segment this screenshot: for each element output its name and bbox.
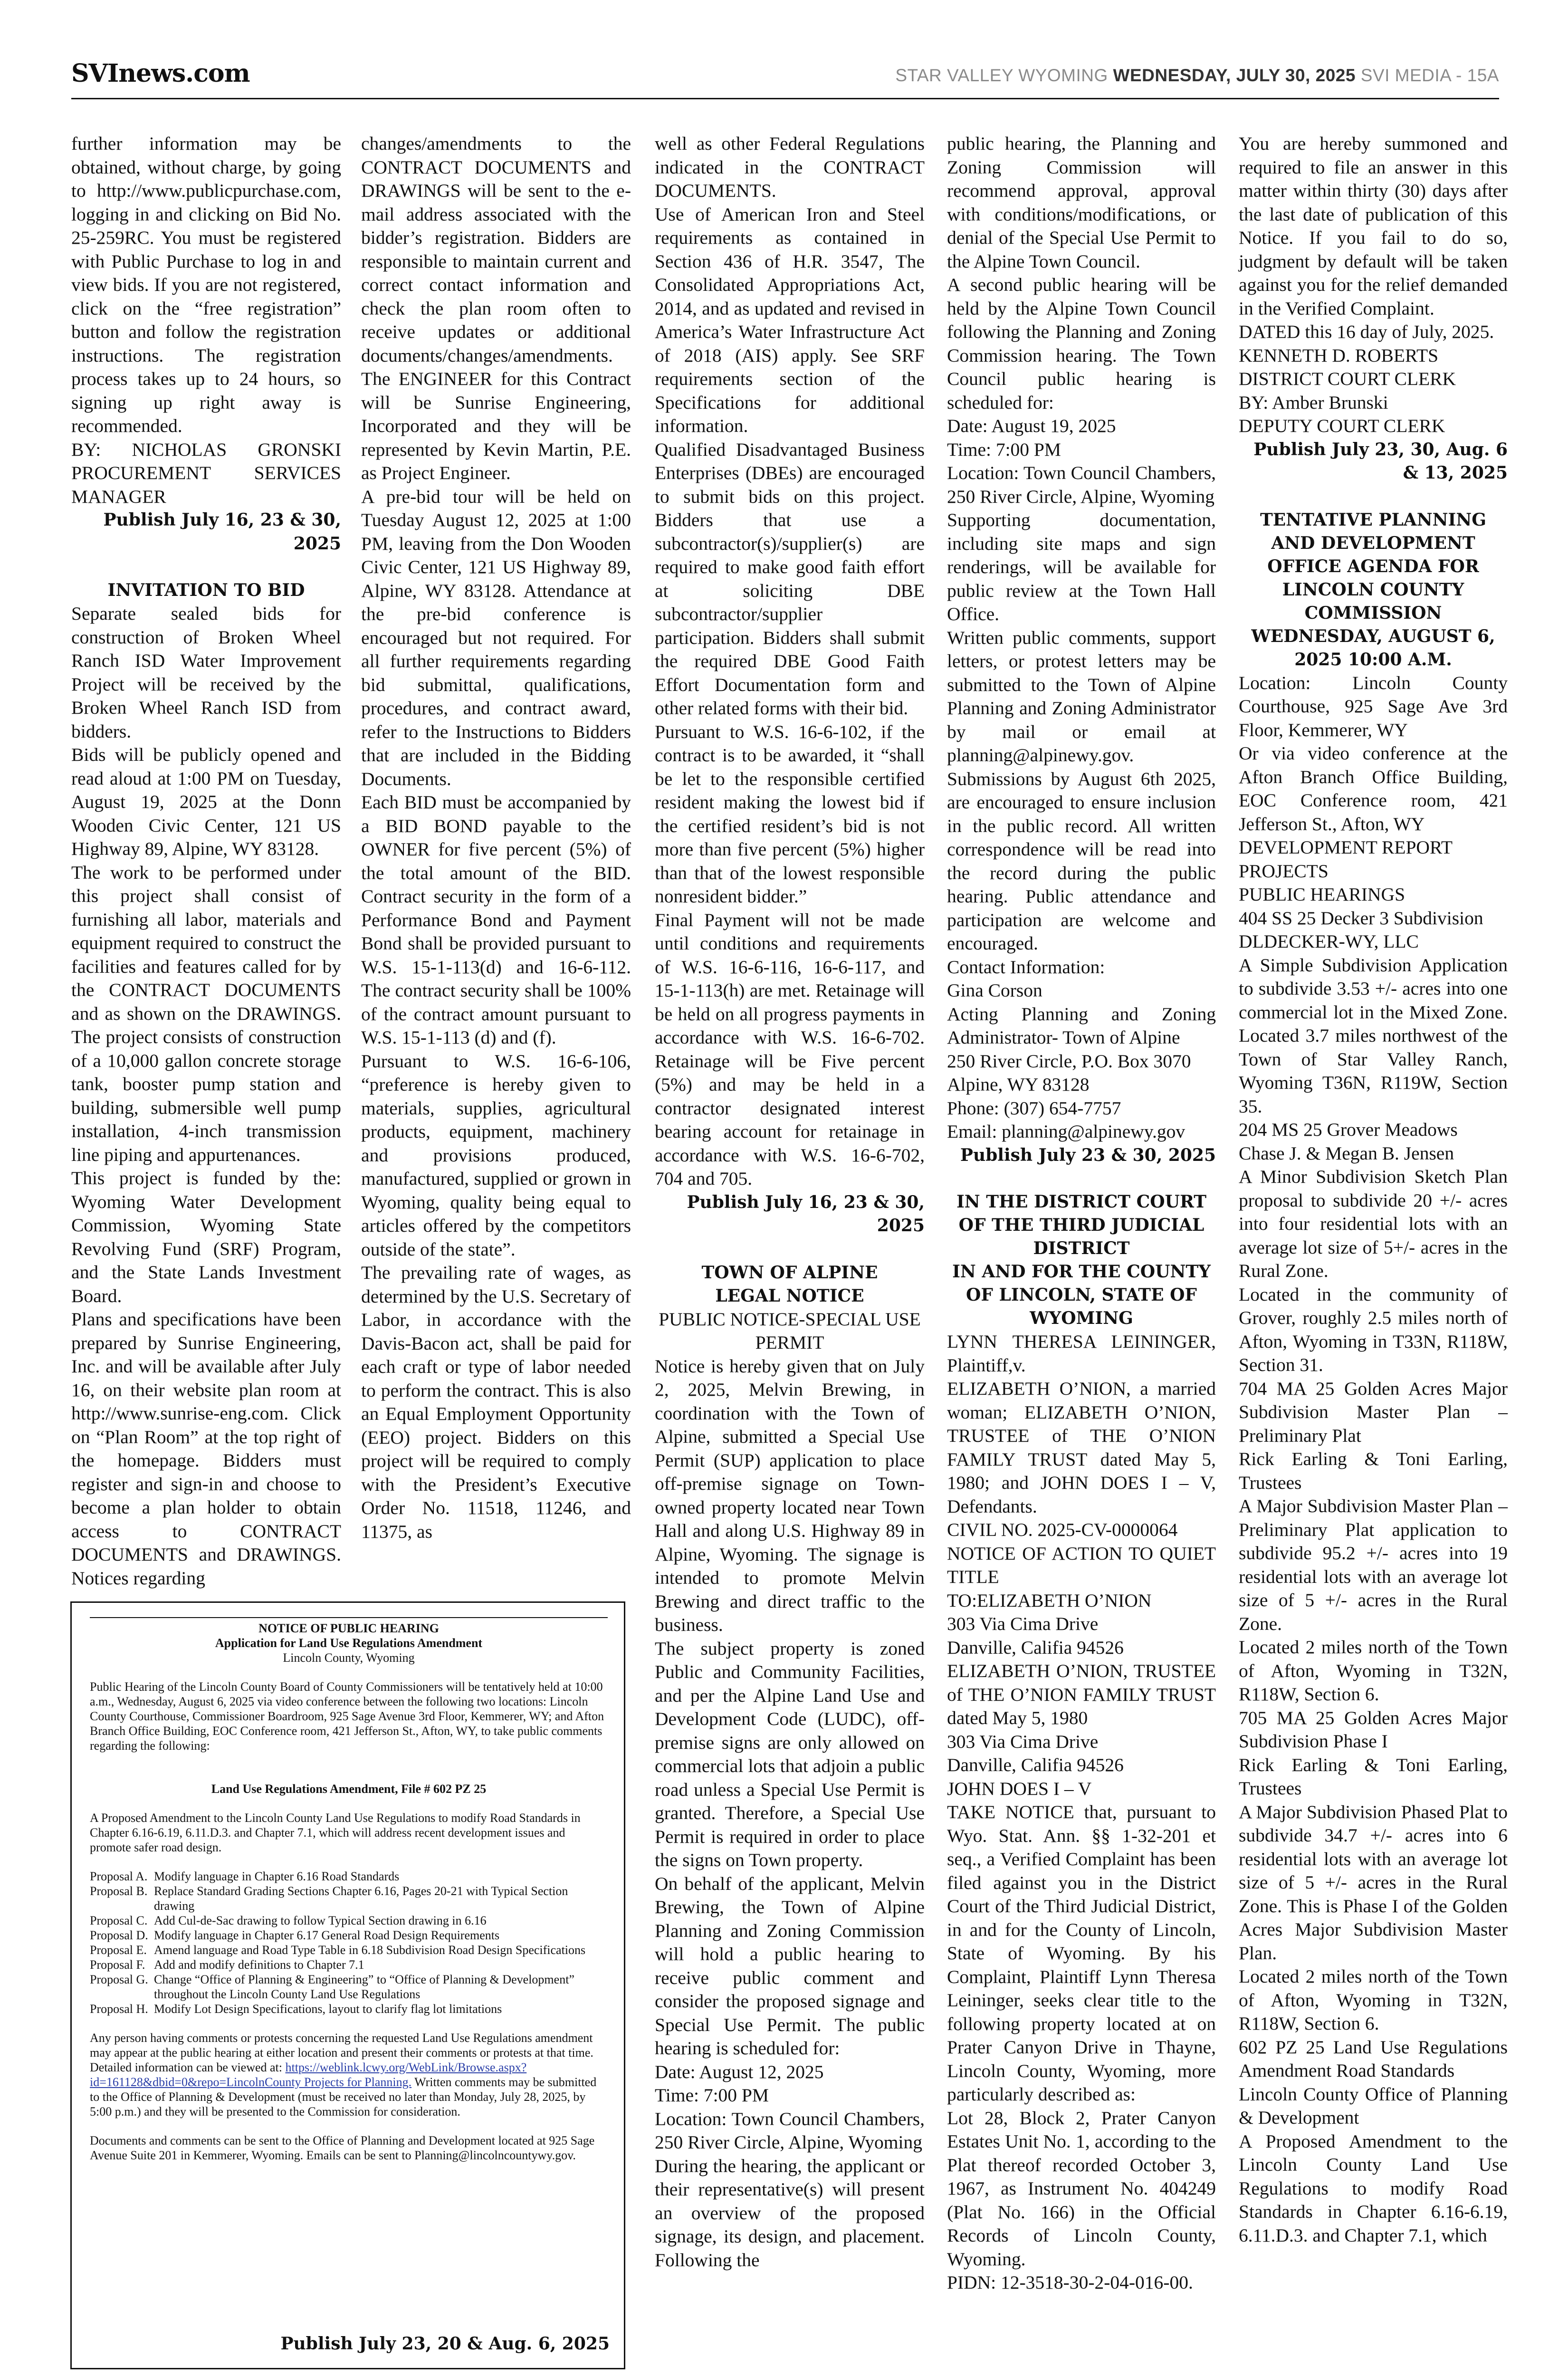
paragraph: Lot 28, Block 2, Prater Canyon Estates Unit No. 1, according to the Plat thereof recorded October 3, 1967, as Instrument No. 404249 (Plat No. 166) in the Official Records of Lincoln County, Wyoming. — [947, 2107, 1216, 2270]
paragraph: The subject property is zoned Public and Community Facilities, and per the Alpine Land Use and Development Code (LUDC), off-premise signs are only allowed on commercial lots that adjoin a public road unless a Special Use Permit is granted. Therefore, a Special Use Permit is required in order to place the signs on Town property. — [655, 1638, 925, 1870]
paragraph: 303 Via Cima Drive — [947, 1731, 1099, 1752]
issue-date: WEDNESDAY, JULY 30, 2025 — [1113, 66, 1356, 85]
paragraph: TAKE NOTICE that, pursuant to Wyo. Stat. Ann. §§ 1-32-201 et seq., a Verified Complaint has been filed against you in the District Court of the Third Judicial District, in and for the County of Lincoln, State of Wyoming. By his Complaint, Plaintiff Lynn Theresa Leininger, seeks clear title to the following property located at on Prater Canyon Drive in Thayne, Lincoln County, Wyoming, more particularly described as: — [947, 1801, 1216, 2105]
box-proposal-intro: A Proposed Amendment to the Lincoln County Land Use Regulations to modify Road Standards in Chapter 6.16-6.19, 6.11.D.3. and Chapter 7.1, which will address recent development issues and promote safer road design. — [90, 1811, 581, 1854]
paragraph: Alpine, WY 83128 — [947, 1074, 1090, 1095]
paragraph: Rick Earling & Toni Earling, Trustees — [1239, 1754, 1508, 1799]
paragraph: Date: August 19, 2025 — [947, 415, 1116, 436]
paragraph: A Minor Subdivision Sketch Plan proposal to subdivide 20 +/- acres into four residential lots with an average lot size of 5+/- acres in the Rural Zone. — [1239, 1166, 1508, 1281]
proposal-label: Proposal B. — [90, 1884, 148, 1898]
masthead — [71, 52, 1499, 94]
paper-name: STAR VALLEY WYOMING — [895, 66, 1113, 85]
proposal-list — [90, 1869, 608, 2016]
box-intro: Public Hearing of the Lincoln County Board of County Commissioners will be tentatively held at 10:00 a.m., Wednesday, August 6, 2025 via video conference between the following two locations: Lincoln County Courthouse, Commissioner Boardroom, 925 Sage Avenue 3rd Floor, Kemmerer, WY; and Afton Branch Office Building, EOC Conference room, 421 Jefferson St., Afton, WY, to take public comments regarding the following: — [90, 1680, 604, 1753]
notice-heading: LEGAL NOTICE — [715, 1285, 864, 1306]
box-comments: Any person having comments or protests concerning the requested Land Use Regulations amendment may appear at the public hearing at either location and present their comments or protests at that time. Detailed information can be viewed at: https://weblink.lcwy.org/WebLink/Browse.aspx?id=161128&dbid=0&repo=LincolnCounty Projects for Planning. Written comments may be submitted to the Office of Planning & Development (must be received no later than Monday, July 28, 2025, by 5:00 p.m.) and they will be presented to the Commission for consideration. — [90, 2031, 597, 2118]
paragraph: further information may be obtained, without charge, by going to http://www.publicpurchase.com, logging in and clicking on Bid No. 25-259RC. You must be registered with Public Purchase to log in and view bids. If you are not registered, click on the “free registration” button and follow the registration instructions. The registration process takes up to 24 hours, so signing up right away is recommended. — [71, 133, 341, 436]
paragraph: PIDN: 12-3518-30-2-04-016-00. — [947, 2272, 1193, 2293]
paragraph: Pursuant to W.S. 16-6-102, if the contract is to be awarded, it “shall be let to the responsible certified resident making the lowest bid if the certified resident’s bid is not more than five percent (5%) higher than that of the lowest responsible nonresident bidder.” — [655, 721, 925, 907]
paragraph: Plans and specifications have been prepared by Sunrise Engineering, Inc. and will be available after July 16, on their website plan room at http://www.sunrise-eng.com. Click on “Plan Room” at the top right of the homepage. Bidders must register and sign-in and choose to become a plan holder to obtain access to CONTRACT DOCUMENTS and DRAWINGS. Notices regarding — [71, 1309, 341, 1589]
paragraph: Located in the community of Grover, roughly 2.5 miles north of Afton, Wyoming in T33N, R118W, Section 31. — [1239, 1284, 1508, 1375]
box-file-heading: Land Use Regulations Amendment, File # 602 PZ 25 — [211, 1782, 487, 1796]
proposal-item — [90, 1884, 608, 1913]
notice-heading: IN THE DISTRICT COURT OF THE THIRD JUDICIAL DISTRICT — [956, 1192, 1207, 1258]
paragraph: Rick Earling & Toni Earling, Trustees — [1239, 1448, 1508, 1493]
box-subtitle: Application for Land Use Regulations Amendment — [215, 1636, 483, 1650]
box-documents: Documents and comments can be sent to the Office of Planning and Development located at 925 Sage Avenue Suite 201 in Kemmerer, Wyoming. Emails can be sent to Planning@lincolncountywy.gov. — [90, 2134, 595, 2162]
paragraph: DATED this 16 day of July, 2025. — [1239, 321, 1494, 342]
paragraph: A Major Subdivision Master Plan – Preliminary Plat application to subdivide 95.2 +/- acres into 19 residential lots with an average lot size of 5 +/- acres in the Rural Zone. — [1239, 1495, 1508, 1634]
paragraph: Location: Lincoln County Courthouse, 925 Sage Ave 3rd Floor, Kemmerer, WY — [1239, 672, 1508, 740]
paragraph: ELIZABETH O’NION, TRUSTEE of THE O’NION FAMILY TRUST dated May 5, 1980 — [947, 1660, 1216, 1728]
proposal-text: Modify language in Chapter 6.16 Road Standards — [154, 1869, 400, 1883]
notice-heading: IN AND FOR THE COUNTY OF LINCOLN, STATE OF WYOMING — [952, 1262, 1211, 1328]
paragraph: CIVIL NO. 2025-CV-0000064 — [947, 1519, 1178, 1540]
paragraph: Separate sealed bids for construction of Broken Wheel Ranch ISD Water Improvement Project will be received by the Broken Wheel Ranch ISD from bidders. — [71, 603, 341, 742]
paragraph: public hearing, the Planning and Zoning Commission will recommend approval, approval with conditions/modifications, or denial of the Special Use Permit to the Alpine Town Council. — [947, 133, 1216, 272]
planning-projects-link[interactable]: https://weblink.lcwy.org/WebLink/Browse.aspx?id=161128&dbid=0&repo=LincolnCounty Projects for Planning. — [90, 2060, 527, 2089]
proposal-text: Change “Office of Planning & Engineering” to “Office of Planning & Development” throughout the Lincoln County Land Use Regulations — [154, 1973, 574, 2001]
paragraph: Qualified Disadvantaged Business Enterprises (DBEs) are encouraged to submit bids on this project. Bidders that use a subcontractor(s)/supplier(s) are required to make good faith effort at soliciting DBE subcontractor/supplier participation. Bidders shall submit the required DBE Good Faith Effort Documentation form and other related forms with their bid. — [655, 439, 925, 719]
paragraph: Danville, Califia 94526 — [947, 1637, 1124, 1658]
paragraph: DISTRICT COURT CLERK — [1239, 368, 1456, 389]
box-county: Lincoln County, Wyoming — [283, 1651, 415, 1665]
paragraph: You are hereby summoned and required to file an answer in this matter within thirty (30) days after the last date of publication of this Notice. If you fail to do so, judgment by default will be taken against you for the relief demanded in the Verified Complaint. — [1239, 133, 1508, 319]
paragraph: Lincoln County Office of Planning & Development — [1239, 2083, 1508, 2128]
proposal-label: Proposal A. — [90, 1869, 148, 1883]
column-1 — [71, 132, 341, 1590]
box-top-rule — [90, 1617, 608, 1618]
proposal-item — [90, 1913, 608, 1928]
paragraph: BY: NICHOLAS GRONSKI PROCUREMENT SERVICES MANAGER — [71, 439, 341, 507]
paragraph: Final Payment will not be made until conditions and requirements of W.S. 16-6-116, 16-6-117, and 15-1-113(h) are met. Retainage will be held on all progress payments in accordance with W.S. 16-6-702. Retainage will be Five percent (5%) and may be held in a contractor designated interest bearing account for retainage in accordance with W.S. 16-6-702, 704 and 705. — [655, 909, 925, 1189]
paragraph: Danville, Califia 94526 — [947, 1754, 1124, 1775]
paragraph: well as other Federal Regulations indicated in the CONTRACT DOCUMENTS. — [655, 133, 925, 201]
paragraph: 404 SS 25 Decker 3 Subdivision — [1239, 907, 1483, 929]
paragraph: Date: August 12, 2025 — [655, 2061, 824, 2082]
proposal-text: Modify language in Chapter 6.17 General Road Design Requirements — [154, 1928, 500, 1942]
paragraph: This project is funded by the: Wyoming Water Development Commission, Wyoming State Revolving Fund (SRF) Program, and the State Lands Investment Board. — [71, 1168, 341, 1306]
proposal-text: Modify Lot Design Specifications, layout to clarify flag lot limitations — [154, 2002, 502, 2016]
paragraph: PROJECTS — [1239, 860, 1329, 881]
paragraph: TO:ELIZABETH O’NION — [947, 1590, 1152, 1611]
paragraph: DEPUTY COURT CLERK — [1239, 415, 1445, 436]
paragraph: Notice is hereby given that on July 2, 2025, Melvin Brewing, in coordination with the Town of Alpine, submitted a Special Use Permit (SUP) application to place off-premise signage on Town-owned property located near Town Hall and along U.S. Highway 89 in Alpine, Wyoming. The signage is intended to promote Melvin Brewing and direct traffic to the business. — [655, 1355, 925, 1635]
publish-line: Publish July 16, 23 & 30, 2025 — [103, 510, 341, 554]
paragraph: Located 2 miles north of the Town of Afton, Wyoming in T32N, R118W, Section 6. — [1239, 1637, 1508, 1705]
paragraph: 705 MA 25 Golden Acres Major Subdivision Phase I — [1239, 1707, 1508, 1752]
paragraph: 250 River Circle, P.O. Box 3070 — [947, 1050, 1191, 1072]
publish-line: Publish July 23, 30, Aug. 6 & 13, 2025 — [1253, 439, 1508, 483]
paragraph: During the hearing, the applicant or their representative(s) will present an overview of the proposed signage, its design, and placement. Following the — [655, 2155, 925, 2271]
notice-heading: TOWN OF ALPINE — [701, 1262, 878, 1283]
paragraph: 204 MS 25 Grover Meadows — [1239, 1119, 1458, 1140]
paragraph: Phone: (307) 654-7757 — [947, 1097, 1121, 1119]
paragraph: NOTICE OF ACTION TO QUIET TITLE — [947, 1542, 1216, 1587]
paragraph: Chase J. & Megan B. Jensen — [1239, 1142, 1454, 1164]
issue-info — [895, 66, 1499, 86]
box-title: NOTICE OF PUBLIC HEARING — [258, 1621, 439, 1635]
notice-heading: TENTATIVE PLANNING AND DEVELOPMENT OFFICE AGENDA FOR LINCOLN COUNTY COMMISSION WEDNESDAY, AUGUST 6, 2025 10:00 A.M. — [1251, 509, 1495, 670]
paragraph: Bids will be publicly opened and read aloud at 1:00 PM on Tuesday, August 19, 2025 at the Donn Wooden Civic Center, 121 US Highway 89, Alpine, WY 83128. — [71, 744, 341, 859]
paragraph: Time: 7:00 PM — [655, 2085, 769, 2106]
proposal-label: Proposal D. — [90, 1928, 148, 1942]
paragraph: Pursuant to W.S. 16-6-106, “preference is hereby given to materials, supplies, agricultural products, equipment, machinery and provisions produced, manufactured, supplied or grown in Wyoming, quality being equal to articles offered by the competitors outside of the state”. — [361, 1050, 631, 1260]
paragraph: Gina Corson — [947, 980, 1042, 1001]
publish-line: Publish July 16, 23 & 30, 2025 — [687, 1192, 925, 1236]
paragraph: Time: 7:00 PM — [947, 439, 1061, 460]
proposal-item — [90, 1943, 608, 1957]
column-3 — [655, 132, 925, 2272]
paragraph: LYNN THERESA LEININGER, Plaintiff,v. — [947, 1331, 1216, 1376]
proposal-item — [90, 1928, 608, 1943]
paragraph: ELIZABETH O’NION, a married woman; ELIZABETH O’NION, TRUSTEE of THE O’NION FAMILY TRUST dated May 5, 1980; and JOHN DOES I – V, Defendants. — [947, 1378, 1216, 1517]
notice-heading: INVITATION TO BID — [107, 580, 305, 600]
paragraph: Written public comments, support letters, or protest letters may be submitted to the Town of Alpine Planning and Zoning Administrator by mail or email at planning@alpinewy.gov. Submissions by August 6th 2025, are encouraged to ensure inclusion in the public record. All written correspondence will be read into the record during the public hearing. Public attendance and participation are welcome and encouraged. — [947, 627, 1216, 954]
paragraph: KENNETH D. ROBERTS — [1239, 345, 1439, 366]
proposal-text: Add and modify definitions to Chapter 7.1 — [154, 1958, 364, 1972]
paragraph: Location: Town Council Chambers, 250 River Circle, Alpine, Wyoming — [655, 2108, 925, 2153]
proposal-label: Proposal H. — [90, 2002, 148, 2016]
paragraph: Supporting documentation, including site maps and sign renderings, will be available for public review at the Town Hall Office. — [947, 509, 1216, 624]
proposal-item — [90, 1869, 608, 1884]
proposal-item — [90, 1972, 608, 2002]
column-2 — [361, 132, 631, 1543]
paragraph: A Major Subdivision Phased Plat to subdivide 34.7 +/- acres into 6 residential lots with an average lot size of 5 +/- acres in the Rural Zone. This is Phase I of the Golden Acres Major Subdivision Master Plan. — [1239, 1801, 1508, 1964]
paragraph: 303 Via Cima Drive — [947, 1613, 1099, 1634]
paragraph: BY: Amber Brunski — [1239, 392, 1388, 413]
paragraph: 704 MA 25 Golden Acres Major Subdivision Master Plan – Preliminary Plat — [1239, 1378, 1508, 1446]
paragraph: Acting Planning and Zoning Administrator- Town of Alpine — [947, 1003, 1216, 1048]
proposal-label: Proposal F. — [90, 1958, 145, 1972]
proposal-label: Proposal E. — [90, 1943, 147, 1957]
paragraph: JOHN DOES I – V — [947, 1778, 1092, 1799]
page-label: SVI MEDIA - 15A — [1355, 66, 1499, 85]
proposal-text: Replace Standard Grading Sections Chapter 6.16, Pages 20-21 with Typical Section drawing — [154, 1884, 568, 1913]
paragraph: On behalf of the applicant, Melvin Brewing, the Town of Alpine Planning and Zoning Commission will hold a public hearing to receive public comment and consider the proposed signage and Special Use Permit. The public hearing is scheduled for: — [655, 1873, 925, 2059]
paragraph: changes/amendments to the CONTRACT DOCUMENTS and DRAWINGS will be sent to the e-mail address associated with the bidder’s registration. Bidders are responsible to maintain current and correct contact information and check the plan room often to receive updates or additional documents/changes/amendments. The ENGINEER for this Contract will be Sunrise Engineering, Incorporated and they will be represented by Kevin Martin, P.E. as Project Engineer. — [361, 133, 631, 483]
paragraph: A second public hearing will be held by the Alpine Town Council following the Planning and Zoning Commission hearing. The Town Council public hearing is scheduled for: — [947, 274, 1216, 413]
paragraph: PUBLIC NOTICE-SPECIAL USE PERMIT — [659, 1308, 921, 1353]
proposal-label: Proposal C. — [90, 1914, 148, 1927]
proposal-item — [90, 1957, 608, 1972]
paragraph: Or via video conference at the Afton Branch Office Building, EOC Conference room, 421 Jefferson St., Afton, WY — [1239, 743, 1508, 834]
paragraph: A Proposed Amendment to the Lincoln County Land Use Regulations to modify Road Standards in Chapter 6.16-6.19, 6.11.D.3. and Chapter 7.1, which — [1239, 2130, 1508, 2246]
publish-line: Publish July 23 & 30, 2025 — [960, 1145, 1216, 1165]
paragraph: Located 2 miles north of the Town of Afton, Wyoming in T32N, R118W, Section 6. — [1239, 1966, 1508, 2034]
column-5 — [1239, 132, 1508, 2247]
header-rule — [71, 98, 1499, 99]
paragraph: Email: planning@alpinewy.gov — [947, 1121, 1186, 1142]
paragraph: Contact Information: — [947, 956, 1105, 977]
paragraph: 602 PZ 25 Land Use Regulations Amendment Road Standards — [1239, 2036, 1508, 2081]
paragraph: DEVELOPMENT REPORT — [1239, 837, 1453, 858]
proposal-item — [90, 2002, 608, 2016]
proposal-label: Proposal G. — [90, 1973, 148, 1986]
paragraph: A Simple Subdivision Application to subdivide 3.53 +/- acres into one commercial lot in the Mixed Zone. Located 3.7 miles northwest of the Town of Star Valley Ranch, Wyoming T36N, R119W, Section 35. — [1239, 954, 1508, 1117]
public-hearing-notice-box — [70, 1601, 625, 2369]
proposal-text: Amend language and Road Type Table in 6.18 Subdivision Road Design Specifications — [154, 1943, 586, 1957]
paragraph: The work to be performed under this project shall consist of furnishing all labor, materials and equipment required to construct the facilities and features called for by the CONTRACT DOCUMENTS and as shown on the DRAWINGS. The project consists of construction of a 10,000 gallon concrete storage tank, booster pump station and building, submersible well pump installation, 4-inch transmission line piping and appurtenances. — [71, 862, 341, 1165]
column-4 — [947, 132, 1216, 2295]
box-publish-line: Publish July 23, 20 & Aug. 6, 2025 — [280, 2334, 610, 2354]
paragraph: A pre-bid tour will be held on Tuesday August 12, 2025 at 1:00 PM, leaving from the Don Wooden Civic Center, 121 US Highway 89, Alpine, WY 83128. Attendance at the pre-bid conference is encouraged but not required. For all further requirements regarding bid submittal, qualifications, procedures, and contract award, refer to the Instructions to Bidders that are included in the Bidding Documents. — [361, 486, 631, 789]
paragraph: PUBLIC HEARINGS — [1239, 884, 1405, 905]
paragraph: Use of American Iron and Steel requirements as contained in Section 436 of H.R. 3547, The Consolidated Appropriations Act, 2014, and as updated and revised in America’s Water Infrastructure Act of 2018 (AIS) apply. See SRF requirements section of the Specifications for additional information. — [655, 203, 925, 436]
proposal-text: Add Cul-de-Sac drawing to follow Typical Section drawing in 6.16 — [154, 1914, 487, 1927]
paragraph: Location: Town Council Chambers, 250 River Circle, Alpine, Wyoming — [947, 462, 1216, 507]
site-name[interactable]: SVInews.com — [71, 59, 250, 88]
paragraph: The prevailing rate of wages, as determined by the U.S. Secretary of Labor, in accordance with the Davis-Bacon act, shall be paid for each craft or type of labor needed to perform the contract. This is also an Equal Employment Opportunity (EEO) project. Bidders on this project will be required to comply with the President’s Executive Order No. 11518, 11246, and 11375, as — [361, 1262, 631, 1542]
paragraph: DLDECKER-WY, LLC — [1239, 931, 1419, 952]
paragraph: Each BID must be accompanied by a BID BOND payable to the OWNER for five percent (5%) of the total amount of the BID. Contract security in the form of a Performance Bond and Payment Bond shall be provided pursuant to W.S. 15-1-113(d) and 16-6-112. The contract security shall be 100% of the contract amount pursuant to W.S. 15-1-113 (d) and (f). — [361, 792, 631, 1048]
